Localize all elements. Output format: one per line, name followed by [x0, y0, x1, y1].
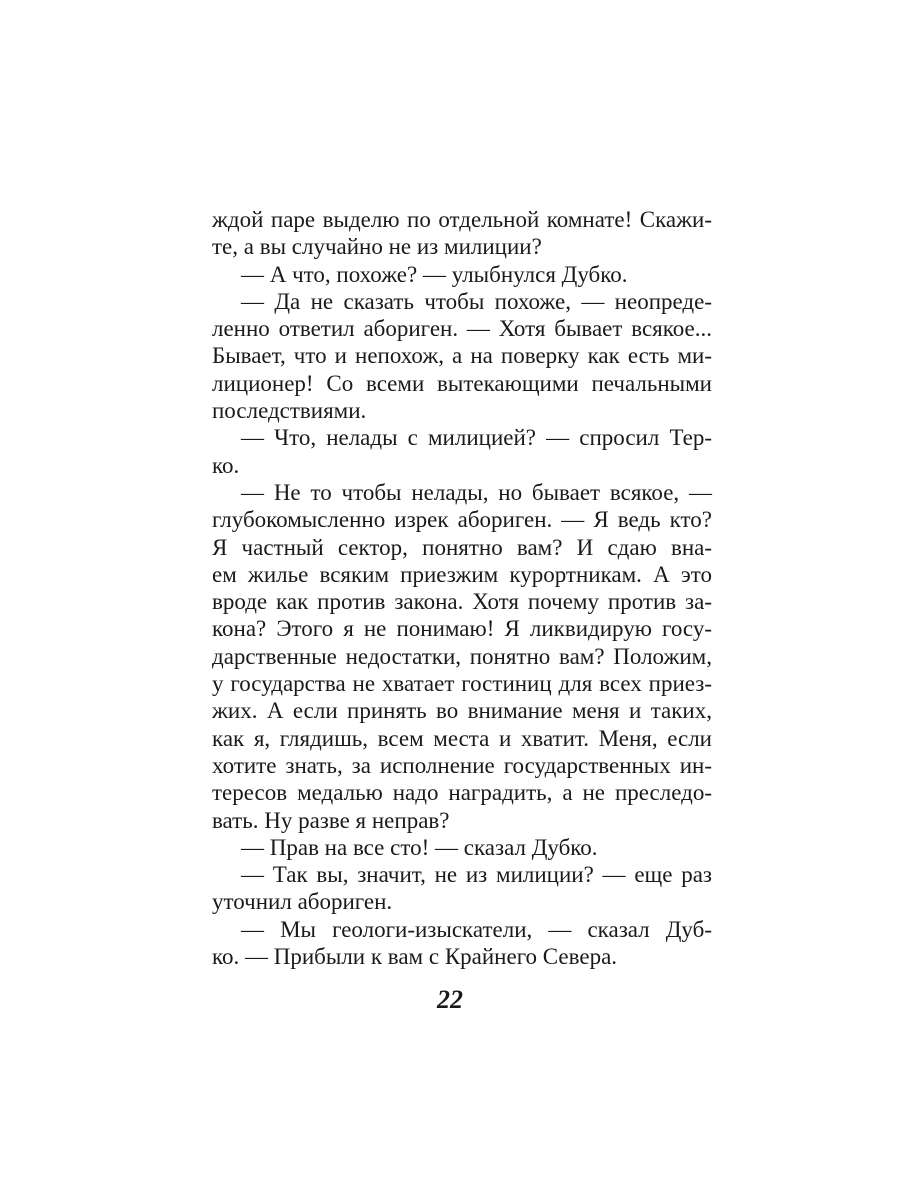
text-line: ко.: [212, 452, 240, 478]
text-line: глубокомысленно изрек абориген. — Я ведь кто?: [212, 507, 712, 533]
text-line: Бывает, что и непохож, а на поверку как есть ми-: [212, 343, 712, 369]
text-line: — Прав на все сто! — сказал Дубко.: [241, 834, 598, 860]
text-line: у государства не хватает гостиниц для всех приез-: [212, 671, 712, 697]
text-line: вать. Ну разве я неправ?: [212, 807, 450, 833]
text-line: тересов медалью надо наградить, а не преследо-: [212, 780, 712, 806]
page-number: 22: [437, 985, 463, 1014]
text-line: уточнил абориген.: [212, 889, 393, 915]
text-line: — Да не сказать чтобы похоже, — неопреде-: [241, 288, 712, 314]
text-line: лиционер! Со всеми вытекающими печальными: [212, 370, 712, 396]
text-line: ем жилье всяким приезжим курортникам. А это: [212, 561, 712, 587]
text-line: те, а вы случайно не из милиции?: [212, 234, 542, 260]
text-line: — А что, похоже? — улыбнулся Дубко.: [241, 261, 628, 287]
text-line: последствиями.: [212, 398, 367, 424]
text-line: кона? Этого я не понимаю! Я ликвидирую госу-: [212, 616, 712, 642]
text-line: — Так вы, значит, не из милиции? — еще раз: [241, 862, 712, 888]
text-line: как я, глядишь, всем места и хватит. Меня, если: [212, 725, 712, 751]
text-line: — Не то чтобы нелады, но бывает всякое, —: [241, 479, 712, 505]
text-line: ленно ответил абориген. — Хотя бывает всякое...: [212, 316, 712, 342]
text-line: ждой паре выделю по отдельной комнате! Скажи-: [212, 207, 712, 232]
text-line: — Что, нелады с милицией? — спросил Тер-: [241, 425, 712, 451]
text-line: — Мы геологи-изыскатели, — сказал Дуб-: [241, 916, 712, 942]
page-text: [212, 206, 712, 970]
text-line: вроде как против закона. Хотя почему против за-: [212, 589, 712, 615]
text-line: ко. — Прибыли к вам с Крайнего Севера.: [212, 944, 618, 970]
text-line: дарственные недостатки, понятно вам? Положим,: [212, 643, 712, 669]
text-line: Я частный сектор, понятно вам? И сдаю вна-: [212, 534, 712, 560]
text-line: хотите знать, за исполнение государственных ин-: [212, 752, 712, 778]
text-line: жих. А если принять во внимание меня и таких,: [212, 698, 712, 724]
